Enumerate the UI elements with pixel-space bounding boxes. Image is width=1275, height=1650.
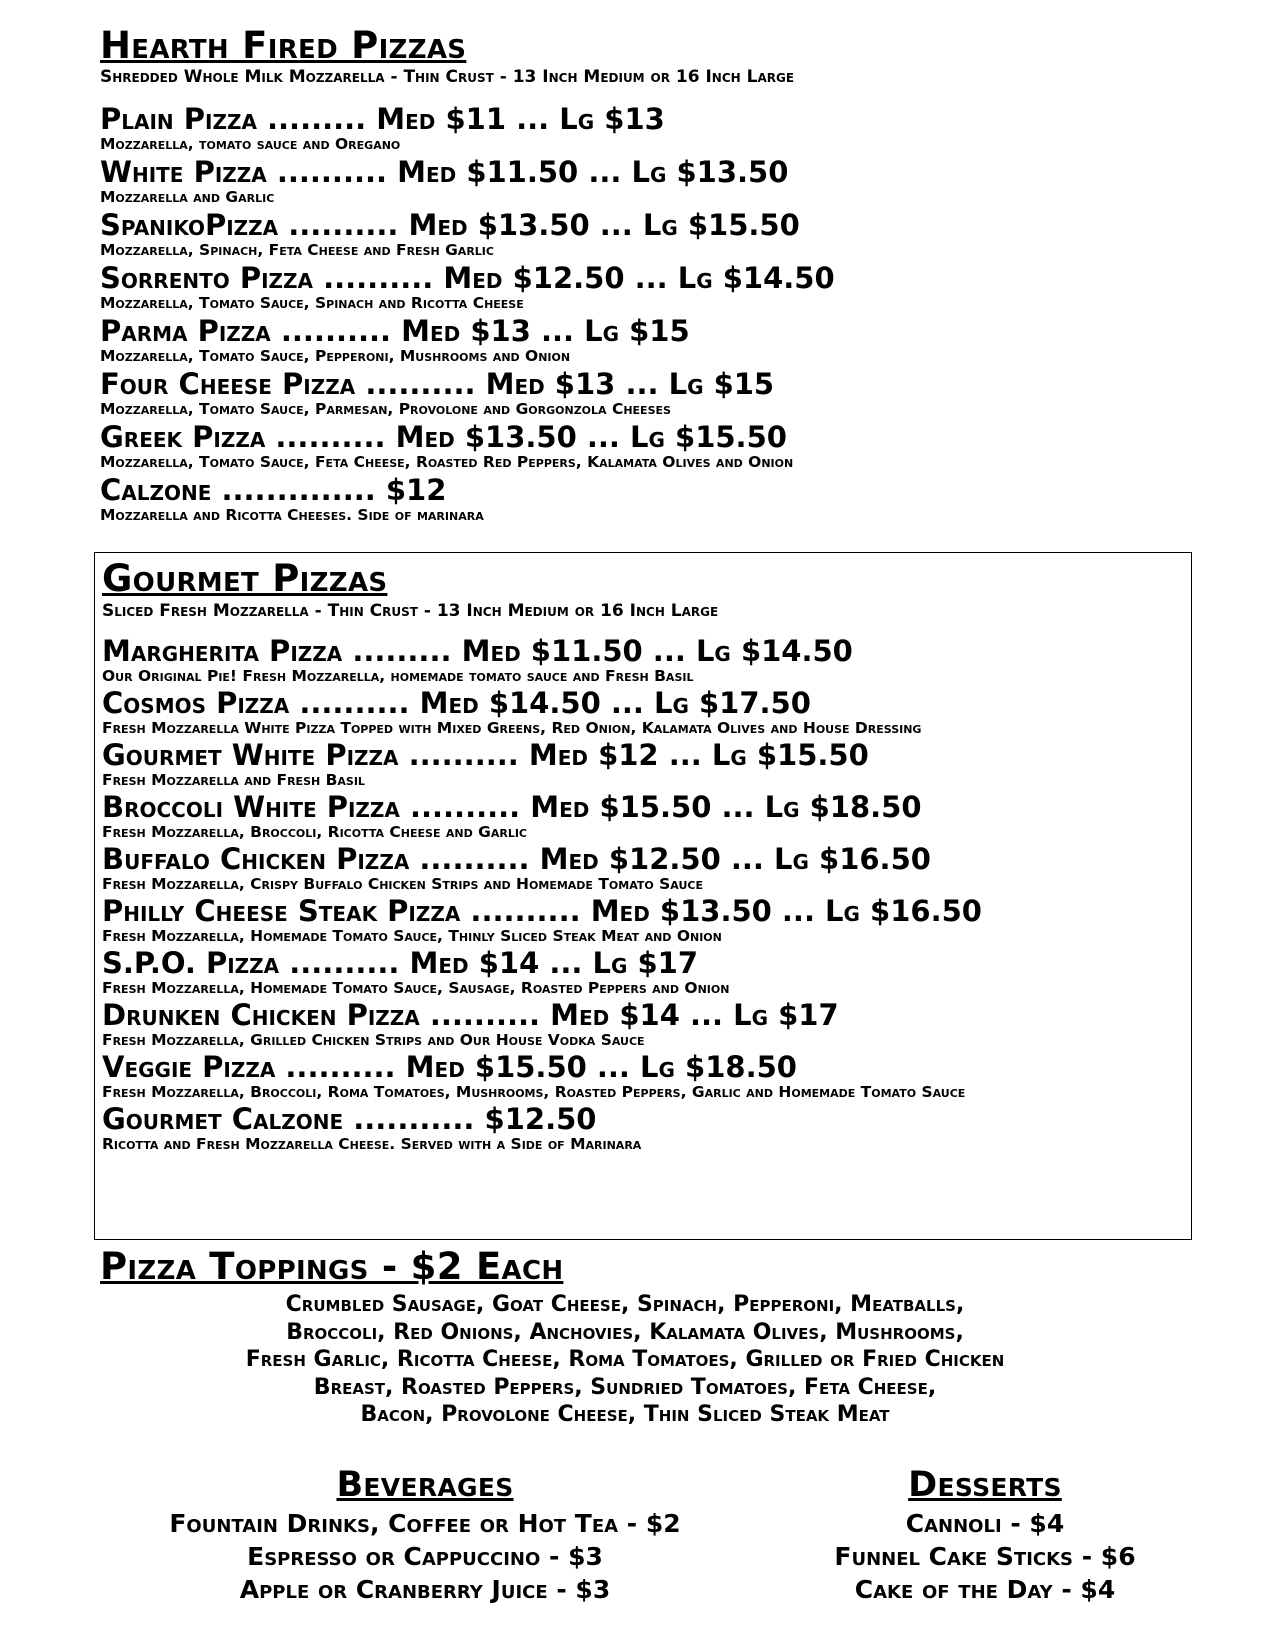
menu-item-desc: Fresh Mozzarella, Grilled Chicken Strips and Our House Vodka Sauce [102, 1031, 645, 1049]
menu-item-name: Veggie Pizza .......... Med $15.50 ... Lg $18.50 [102, 1050, 797, 1084]
menu-item-desc: Mozzarella, Tomato Sauce, Parmesan, Provolone and Gorgonzola Cheeses [100, 400, 671, 418]
menu-item [102, 635, 1185, 686]
gourmet-pizzas-section [94, 552, 1192, 1240]
menu-item [102, 739, 1185, 790]
menu-item-name: Parma Pizza .......... Med $13 ... Lg $15 [100, 314, 690, 348]
menu-item [102, 999, 1185, 1050]
menu-item-desc: Fresh Mozzarella, Broccoli, Roma Tomatoes, Mushrooms, Roasted Peppers, Garlic and Homemade Tomato Sauce [102, 1083, 966, 1101]
beverage-item: Apple or Cranberry Juice - $3 [239, 1575, 611, 1604]
menu-item-desc: Fresh Mozzarella and Fresh Basil [102, 771, 365, 789]
menu-item [100, 156, 1180, 207]
desserts-section [780, 1465, 1190, 1606]
menu-item [102, 843, 1185, 894]
toppings-list [100, 1291, 1150, 1429]
menu-item-desc: Fresh Mozzarella, Crispy Buffalo Chicken Strips and Homemade Tomato Sauce [102, 875, 703, 893]
dessert-item: Funnel Cake Sticks - $6 [834, 1542, 1136, 1571]
menu-item [100, 474, 1180, 525]
menu-item-name: Broccoli White Pizza .......... Med $15.50 ... Lg $18.50 [102, 790, 922, 824]
menu-item-desc: Fresh Mozzarella, Homemade Tomato Sauce, Sausage, Roasted Peppers and Onion [102, 979, 730, 997]
section-title: Beverages [336, 1465, 514, 1505]
section-title: Pizza Toppings - $2 Each [100, 1245, 564, 1288]
section-title: Gourmet Pizzas [102, 557, 388, 600]
toppings-line: Broccoli, Red Onions, Anchovies, Kalamata Olives, Mushrooms, [286, 1319, 964, 1345]
section-title: Hearth Fired Pizzas [100, 24, 467, 67]
menu-item [102, 947, 1185, 998]
toppings-line: Breast, Roasted Peppers, Sundried Tomatoes, Feta Cheese, [313, 1374, 937, 1400]
menu-item-desc: Fresh Mozzarella, Broccoli, Ricotta Cheese and Garlic [102, 823, 527, 841]
menu-item-name: Cosmos Pizza .......... Med $14.50 ... Lg $17.50 [102, 686, 811, 720]
toppings-line: Fresh Garlic, Ricotta Cheese, Roma Tomatoes, Grilled or Fried Chicken [245, 1347, 1005, 1372]
menu-item-desc: Mozzarella, Tomato Sauce, Pepperoni, Mushrooms and Onion [100, 347, 571, 365]
menu-item [102, 1051, 1185, 1102]
menu-item-name: Four Cheese Pizza .......... Med $13 ... Lg $15 [100, 367, 775, 401]
menu-item-name: Calzone .............. $12 [100, 473, 447, 507]
menu-item-desc: Fresh Mozzarella, Homemade Tomato Sauce, Thinly Sliced Steak Meat and Onion [102, 927, 722, 945]
menu-item [102, 1103, 1185, 1154]
menu-item [100, 103, 1180, 154]
menu-item [100, 209, 1180, 260]
menu-item-name: SpanikoPizza .......... Med $13.50 ... Lg $15.50 [100, 208, 800, 242]
dessert-item: Cannoli - $4 [905, 1509, 1065, 1538]
menu-item-name: Buffalo Chicken Pizza .......... Med $12.50 ... Lg $16.50 [102, 842, 931, 876]
section-title: Desserts [908, 1465, 1062, 1505]
section-subtitle: Shredded Whole Milk Mozzarella - Thin Crust - 13 Inch Medium or 16 Inch Large [100, 67, 795, 87]
hearth-fired-pizzas-section [100, 26, 1180, 527]
beverage-item: Fountain Drinks, Coffee or Hot Tea - $2 [169, 1509, 681, 1538]
menu-item-name: Plain Pizza ......... Med $11 ... Lg $13 [100, 102, 665, 136]
menu-item-desc: Mozzarella and Garlic [100, 188, 275, 206]
menu-item-desc: Mozzarella, Spinach, Feta Cheese and Fresh Garlic [100, 241, 494, 259]
menu-item [100, 262, 1180, 313]
menu-item-name: Greek Pizza .......... Med $13.50 ... Lg $15.50 [100, 420, 787, 454]
menu-item-name: Margherita Pizza ......... Med $11.50 ... Lg $14.50 [102, 634, 853, 668]
section-subtitle: Sliced Fresh Mozzarella - Thin Crust - 13 Inch Medium or 16 Inch Large [102, 601, 719, 621]
menu-item-desc: Our Original Pie! Fresh Mozzarella, homemade tomato sauce and Fresh Basil [102, 667, 694, 685]
menu-item-desc: Ricotta and Fresh Mozzarella Cheese. Served with a Side of Marinara [102, 1135, 642, 1153]
menu-item-name: Gourmet Calzone ........... $12.50 [102, 1102, 597, 1136]
menu-item-name: Sorrento Pizza .......... Med $12.50 ... Lg $14.50 [100, 261, 835, 295]
menu-item-name: Drunken Chicken Pizza .......... Med $14 ... Lg $17 [102, 998, 839, 1032]
menu-item-name: Gourmet White Pizza .......... Med $12 ... Lg $15.50 [102, 738, 869, 772]
menu-item [100, 421, 1180, 472]
menu-item-name: S.P.O. Pizza .......... Med $14 ... Lg $17 [102, 946, 699, 980]
menu-item-desc: Mozzarella, tomato sauce and Oregano [100, 135, 401, 153]
toppings-line: Crumbled Sausage, Goat Cheese, Spinach, Pepperoni, Meatballs, [285, 1292, 965, 1317]
pizza-toppings-section [100, 1247, 1200, 1429]
beverages-section [95, 1465, 755, 1606]
menu-item [102, 895, 1185, 946]
menu-item-desc: Mozzarella, Tomato Sauce, Spinach and Ricotta Cheese [100, 294, 524, 312]
menu-item [102, 687, 1185, 738]
menu-item-name: Philly Cheese Steak Pizza .......... Med $13.50 ... Lg $16.50 [102, 894, 982, 928]
menu-item [100, 315, 1180, 366]
menu-item-desc: Fresh Mozzarella White Pizza Topped with Mixed Greens, Red Onion, Kalamata Olives and House Dressing [102, 719, 922, 737]
dessert-item: Cake of the Day - $4 [854, 1575, 1116, 1604]
menu-item-desc: Mozzarella and Ricotta Cheeses. Side of marinara [100, 506, 484, 524]
menu-item [100, 368, 1180, 419]
menu-item [102, 791, 1185, 842]
menu-item-name: White Pizza .......... Med $11.50 ... Lg $13.50 [100, 155, 789, 189]
toppings-line: Bacon, Provolone Cheese, Thin Sliced Steak Meat [360, 1402, 890, 1427]
beverage-item: Espresso or Cappuccino - $3 [247, 1542, 603, 1571]
menu-item-desc: Mozzarella, Tomato Sauce, Feta Cheese, Roasted Red Peppers, Kalamata Olives and Onion [100, 453, 794, 471]
